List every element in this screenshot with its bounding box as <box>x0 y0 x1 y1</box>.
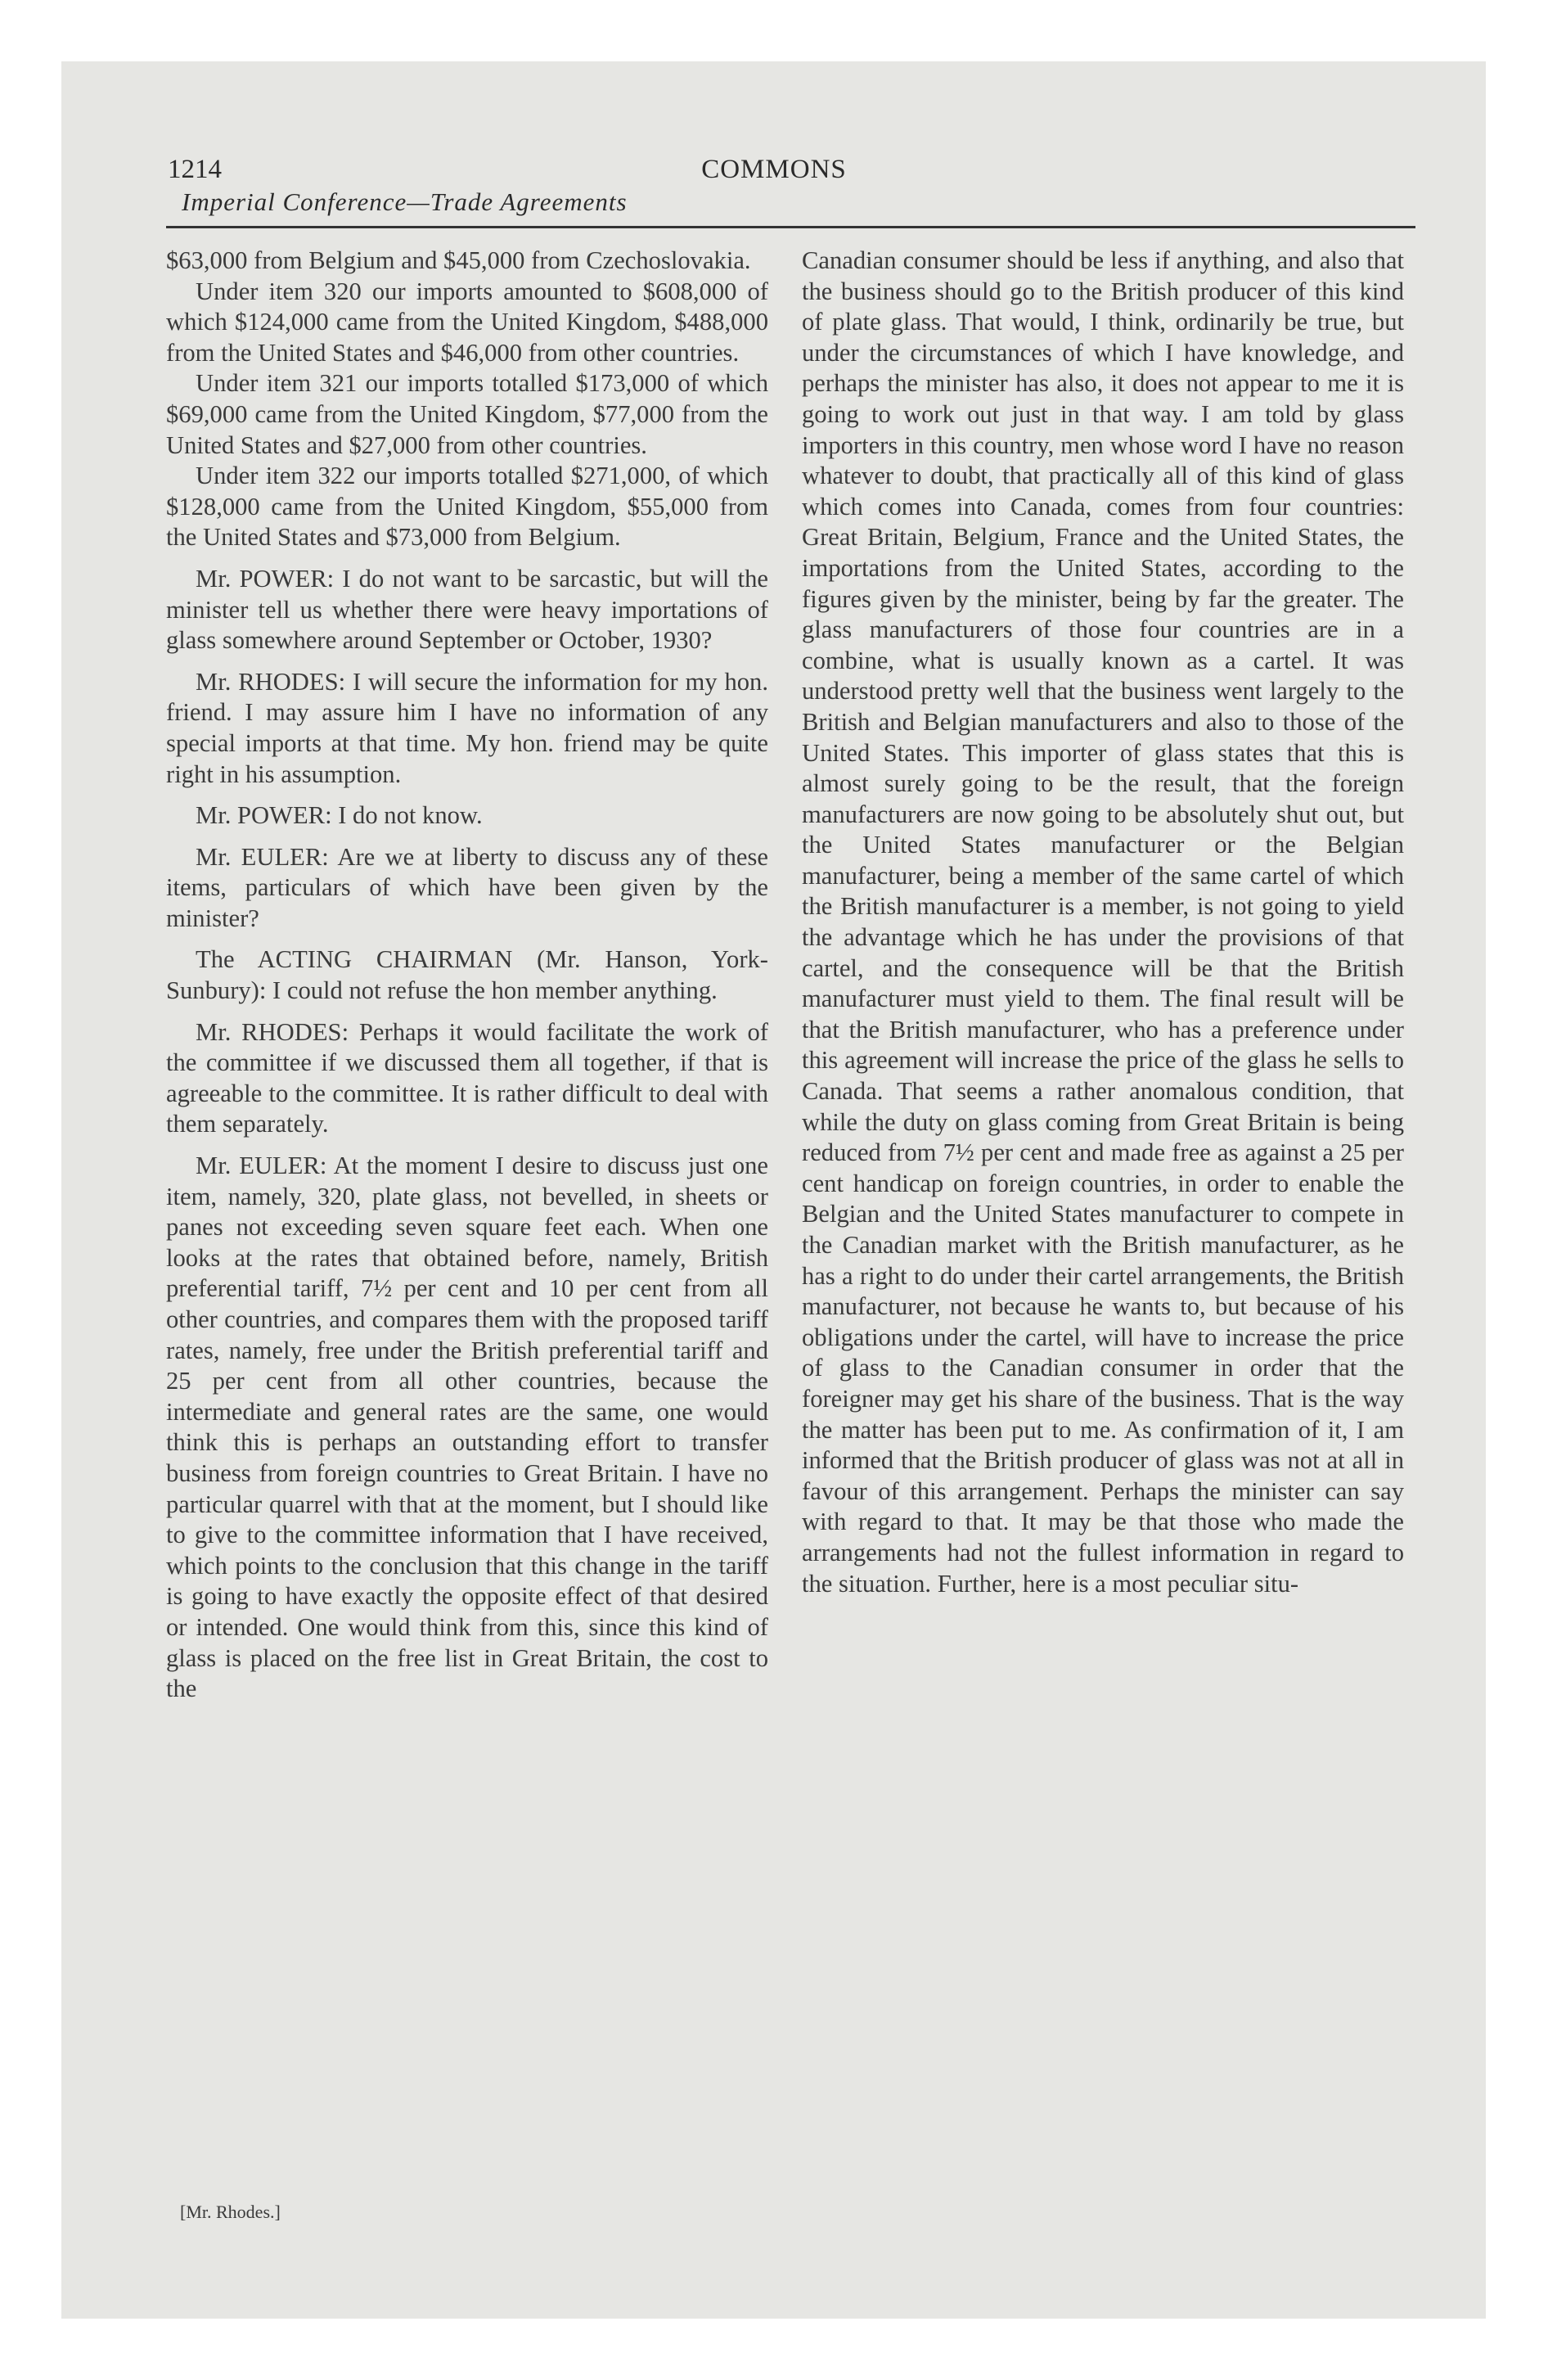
running-head: COMMONS <box>701 155 847 184</box>
header-rule <box>166 226 1415 228</box>
paragraph-continuation: $63,000 from Belgium and $45,000 from Czechoslovakia. <box>166 246 751 274</box>
speech-rhodes: Mr. RHODES: Perhaps it would facilitate the work of the committee if we discussed them all together, if that is agreeable to the committee. It is rather difficult to deal with them separately. <box>166 1017 768 1138</box>
speech-power: Mr. POWER: I do not want to be sarcastic, but will the minister tell us whether there were heavy importations of glass somewhere around September or October, 1930? <box>166 564 768 655</box>
paragraph: Under item 322 our imports totalled $271,000, of which $128,000 came from the United Kingdom, $55,000 from the United States and $73,000 from Belgium. <box>166 462 768 552</box>
right-column <box>802 246 1404 1599</box>
speech-euler: Mr. EULER: Are we at liberty to discuss any of these items, particulars of which have been given by the minister? <box>166 842 768 932</box>
left-column <box>166 246 768 1705</box>
speech-euler: Mr. EULER: At the moment I desire to discuss just one item, namely, 320, plate glass, not bevelled, in sheets or panes not exceeding seven square feet each. When one looks at the rates that obtained before, namely, British preferential tariff, 7½ per cent and 10 per cent from all other countries, and compares them with the proposed tariff rates, namely, free under the British preferential tariff and 25 per cent from all other countries, because the intermediate and general rates are the same, one would think this is perhaps an outstanding effort to transfer business from foreign countries to Great Britain. I have no particular quarrel with that at the moment, but I should like to give to the committee information that I have received, which points to the conclusion that this change in the tariff is going to have exactly the opposite effect of that desired or intended. One would think from this, since this kind of glass is placed on the free list in Great Britain, the cost to the <box>166 1152 768 1703</box>
paragraph-continuation: Canadian consumer should be less if anything, and also that the business should go to the British producer of this kind of plate glass. That would, I think, ordinarily be true, but under the circumstances of which I have knowledge, and perhaps the minister has also, it does not appear to me it is going to work out just in that way. I am told by glass importers in this country, men whose word I have no reason whatever to doubt, that practically all of this kind of glass which comes into Canada, comes from four countries: Great Britain, Belgium, France and the United States, the importations from the United States, according to the figures given by the minister, being by far the greater. The glass manufacturers of those four countries are in a combine, what is usually known as a cartel. It was understood pretty well that the business went largely to the British and Belgian manufacturers and also to those of the United States. This importer of glass states that this is almost surely going to be the result, that the foreign manufacturers are now going to be absolutely shut out, but the United States manufacturer or the Belgian manufacturer, being a member of the same cartel of which the British manufacturer is a member, is not going to yield the advantage which he has under the provisions of that cartel, and the consequence will be that the British manufacturer must yield to them. The final result will be that the British manufacturer, who has a preference under this agreement will increase the price of the glass he sells to Canada. That seems a rather anomalous condition, that while the duty on glass coming from Great Britain is being reduced from 7½ per cent and made free as against a 25 per cent handicap on foreign countries, in order to enable the Belgian and the United States manufacturer to compete in the Canadian market with the British manufacturer, as he has a right to do under their cartel arrangements, the British manufacturer, not because he wants to, but because of his obligations under the cartel, will have to increase the price of glass to the Canadian consumer in order that the foreigner may get his share of the business. That is the way the matter has been put to me. As confirmation of it, I am informed that the British producer of glass was not at all in favour of this arrangement. Perhaps the minister can say with regard to that. It may be that those who made the arrangements had not the fullest information in regard to the situation. Further, here is a most peculiar situ- <box>802 246 1404 1598</box>
speaker-footnote: [Mr. Rhodes.] <box>180 2202 281 2222</box>
paragraph: Under item 320 our imports amounted to $608,000 of which $124,000 came from the United Kingdom, $488,000 from the United States and $46,000 from other countries. <box>166 277 768 367</box>
speech-acting-chairman: The ACTING CHAIRMAN (Mr. Hanson, York-Sunbury): I could not refuse the hon member anything. <box>166 945 768 1005</box>
speech-power: Mr. POWER: I do not know. <box>196 801 483 830</box>
page-number: 1214 <box>168 155 222 184</box>
section-subhead: Imperial Conference—Trade Agreements <box>182 187 628 216</box>
speech-rhodes: Mr. RHODES: I will secure the information for my hon. friend. I may assure him I have no information of any special imports at that time. My hon. friend may be quite right in his assumption. <box>166 667 768 788</box>
paragraph: Under item 321 our imports totalled $173,000 of which $69,000 came from the United Kingdom, $77,000 from the United States and $27,000 from other countries. <box>166 369 768 459</box>
